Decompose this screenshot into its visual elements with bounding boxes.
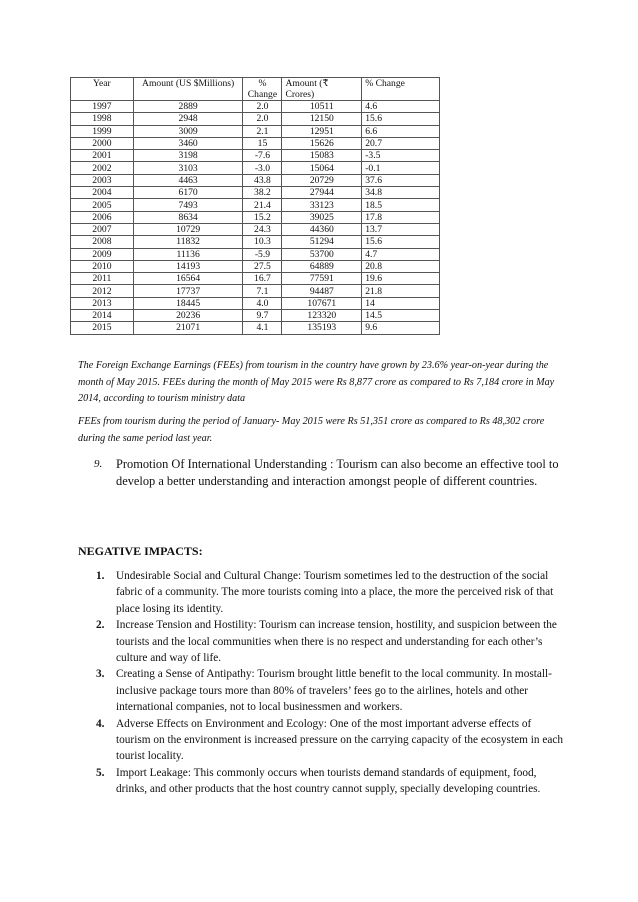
cell-change-usd: 24.3 <box>243 223 282 235</box>
cell-change-inr: 18.5 <box>362 199 440 211</box>
cell-amount-usd: 18445 <box>133 297 243 309</box>
list-item <box>94 765 566 798</box>
table-row <box>71 310 440 322</box>
header-change-usd: % Change <box>243 78 282 101</box>
cell-change-usd: -7.6 <box>243 150 282 162</box>
header-year: Year <box>71 78 134 101</box>
list-item <box>94 716 566 765</box>
cell-amount-usd: 16564 <box>133 273 243 285</box>
cell-year: 2010 <box>71 260 134 272</box>
cell-amount-usd: 17737 <box>133 285 243 297</box>
item-number: 2. <box>96 619 105 632</box>
cell-change-inr: -0.1 <box>362 162 440 174</box>
table-body <box>71 101 440 335</box>
cell-year: 1998 <box>71 113 134 125</box>
cell-year: 2007 <box>71 223 134 235</box>
cell-change-inr: 15.6 <box>362 236 440 248</box>
table-row <box>71 297 440 309</box>
header-amount-inr: Amount (₹ Crores) <box>282 78 362 101</box>
cell-change-usd: 38.2 <box>243 187 282 199</box>
cell-amount-usd: 3460 <box>133 137 243 149</box>
cell-amount-inr: 123320 <box>282 310 362 322</box>
cell-change-usd: 27.5 <box>243 260 282 272</box>
cell-change-usd: 4.1 <box>243 322 282 334</box>
cell-year: 2002 <box>71 162 134 174</box>
list-item <box>94 617 566 666</box>
cell-amount-inr: 27944 <box>282 187 362 199</box>
cell-year: 2008 <box>71 236 134 248</box>
table-row <box>71 260 440 272</box>
cell-amount-inr: 51294 <box>282 236 362 248</box>
cell-amount-inr: 94487 <box>282 285 362 297</box>
negative-impacts-heading: NEGATIVE IMPACTS: <box>78 544 203 558</box>
item-number: 4. <box>96 717 105 730</box>
cell-change-usd: 7.1 <box>243 285 282 297</box>
cell-change-usd: 2.1 <box>243 125 282 137</box>
item-number: 3. <box>96 668 105 681</box>
negative-impacts-list <box>94 568 566 798</box>
cell-change-inr: 37.6 <box>362 174 440 186</box>
table-row <box>71 223 440 235</box>
cell-year: 2012 <box>71 285 134 297</box>
cell-change-inr: 20.8 <box>362 260 440 272</box>
list-item <box>94 568 566 617</box>
cell-amount-inr: 10511 <box>282 101 362 113</box>
table-row <box>71 273 440 285</box>
table-row <box>71 113 440 125</box>
cell-change-inr: 9.6 <box>362 322 440 334</box>
header-amount-usd: Amount (US $Millions) <box>133 78 243 101</box>
cell-amount-usd: 11136 <box>133 248 243 260</box>
cell-change-inr: 13.7 <box>362 223 440 235</box>
cell-amount-usd: 8634 <box>133 211 243 223</box>
cell-amount-inr: 64889 <box>282 260 362 272</box>
item-text: Adverse Effects on Environment and Ecology: One of the most important adverse effects of tourism on the environment is increased pressure on the carrying capacity of the ecosystem in each tourist locality. <box>116 717 564 763</box>
table-row <box>71 322 440 334</box>
table-row <box>71 125 440 137</box>
cell-year: 2000 <box>71 137 134 149</box>
cell-change-usd: 43.8 <box>243 174 282 186</box>
cell-change-usd: 16.7 <box>243 273 282 285</box>
table-row <box>71 248 440 260</box>
cell-change-inr: 4.6 <box>362 101 440 113</box>
cell-amount-usd: 21071 <box>133 322 243 334</box>
table-row <box>71 285 440 297</box>
cell-amount-usd: 3198 <box>133 150 243 162</box>
cell-change-usd: 9.7 <box>243 310 282 322</box>
cell-change-inr: 17.8 <box>362 211 440 223</box>
cell-change-usd: 15 <box>243 137 282 149</box>
cell-amount-inr: 20729 <box>282 174 362 186</box>
promotion-number: 9. <box>94 458 103 470</box>
cell-year: 2013 <box>71 297 134 309</box>
cell-year: 2003 <box>71 174 134 186</box>
cell-amount-inr: 53700 <box>282 248 362 260</box>
cell-change-inr: 6.6 <box>362 125 440 137</box>
tourism-earnings-table <box>70 77 440 335</box>
table-row <box>71 187 440 199</box>
cell-year: 2011 <box>71 273 134 285</box>
item-text: Undesirable Social and Cultural Change: Tourism sometimes led to the destruction of the social fabric of a community. The more tourists coming into a place, the more the perceived risk of that place losing its identity. <box>116 570 554 615</box>
table-row <box>71 137 440 149</box>
cell-change-inr: -3.5 <box>362 150 440 162</box>
table-row <box>71 101 440 113</box>
cell-amount-inr: 39025 <box>282 211 362 223</box>
cell-change-usd: 2.0 <box>243 113 282 125</box>
cell-year: 2014 <box>71 310 134 322</box>
cell-amount-inr: 135193 <box>282 322 362 334</box>
cell-amount-usd: 7493 <box>133 199 243 211</box>
cell-change-usd: 2.0 <box>243 101 282 113</box>
cell-amount-inr: 12150 <box>282 113 362 125</box>
table-row <box>71 174 440 186</box>
cell-amount-inr: 33123 <box>282 199 362 211</box>
cell-amount-usd: 6170 <box>133 187 243 199</box>
cell-amount-inr: 15064 <box>282 162 362 174</box>
item-text: Import Leakage: This commonly occurs when tourists demand standards of equipment, food, drinks, and other products that the host country cannot supply, specially developing countries. <box>116 766 541 796</box>
cell-amount-usd: 20236 <box>133 310 243 322</box>
cell-amount-usd: 4463 <box>133 174 243 186</box>
cell-change-usd: -3.0 <box>243 162 282 174</box>
item-number: 1. <box>96 570 105 582</box>
cell-change-usd: 15.2 <box>243 211 282 223</box>
cell-change-inr: 34.8 <box>362 187 440 199</box>
fee-period-paragraph: FEEs from tourism during the period of January- May 2015 were Rs 51,351 crore as compared to Rs 48,302 crore during the same period last year. <box>78 416 545 444</box>
cell-change-usd: 4.0 <box>243 297 282 309</box>
cell-year: 1999 <box>71 125 134 137</box>
cell-amount-inr: 15626 <box>282 137 362 149</box>
promotion-text: Promotion Of International Understanding : Tourism can also become an effective tool to develop a better understanding and interaction amongst people of different countries. <box>116 457 559 489</box>
cell-year: 2005 <box>71 199 134 211</box>
cell-amount-inr: 77591 <box>282 273 362 285</box>
cell-change-usd: 21.4 <box>243 199 282 211</box>
item-number: 5. <box>96 766 105 779</box>
list-item <box>94 666 566 715</box>
item-text: Creating a Sense of Antipathy: Tourism brought little benefit to the local community. In mostall- inclusive package tours more than 80% of travelers’ fees go to the airlines, hotels and other international companies, not to local businessmen and workers. <box>116 668 552 714</box>
cell-amount-inr: 15083 <box>282 150 362 162</box>
cell-change-inr: 14 <box>362 297 440 309</box>
cell-amount-usd: 3103 <box>133 162 243 174</box>
table-row <box>71 162 440 174</box>
cell-amount-usd: 11832 <box>133 236 243 248</box>
cell-year: 2004 <box>71 187 134 199</box>
cell-year: 2009 <box>71 248 134 260</box>
cell-change-inr: 14.5 <box>362 310 440 322</box>
cell-year: 2006 <box>71 211 134 223</box>
table-row <box>71 150 440 162</box>
cell-year: 2015 <box>71 322 134 334</box>
cell-amount-usd: 3009 <box>133 125 243 137</box>
table-row <box>71 199 440 211</box>
table-header-row <box>71 78 440 101</box>
cell-year: 1997 <box>71 101 134 113</box>
table-row <box>71 236 440 248</box>
cell-change-usd: -5.9 <box>243 248 282 260</box>
cell-year: 2001 <box>71 150 134 162</box>
cell-amount-inr: 44360 <box>282 223 362 235</box>
header-change-inr: % Change <box>362 78 440 101</box>
cell-amount-inr: 12951 <box>282 125 362 137</box>
cell-amount-usd: 2948 <box>133 113 243 125</box>
cell-change-inr: 15.6 <box>362 113 440 125</box>
cell-amount-usd: 10729 <box>133 223 243 235</box>
cell-change-usd: 10.3 <box>243 236 282 248</box>
cell-change-inr: 4.7 <box>362 248 440 260</box>
cell-change-inr: 20.7 <box>362 137 440 149</box>
item-text: Increase Tension and Hostility: Tourism can increase tension, hostility, and suspicion between the tourists and the local communities when there is no respect and understanding for each other’s culture and way of life. <box>116 619 557 665</box>
cell-amount-usd: 14193 <box>133 260 243 272</box>
promotion-item <box>94 456 564 491</box>
table-row <box>71 211 440 223</box>
cell-change-inr: 19.6 <box>362 273 440 285</box>
cell-change-inr: 21.8 <box>362 285 440 297</box>
cell-amount-usd: 2889 <box>133 101 243 113</box>
fee-growth-paragraph: The Foreign Exchange Earnings (FEEs) from tourism in the country have grown by 23.6% year-on-year during the month of May 2015. FEEs during the month of May 2015 were Rs 8,877 crore as compared to Rs 7,184 crore in May 2014, according to tourism ministry data <box>78 360 555 404</box>
cell-amount-inr: 107671 <box>282 297 362 309</box>
